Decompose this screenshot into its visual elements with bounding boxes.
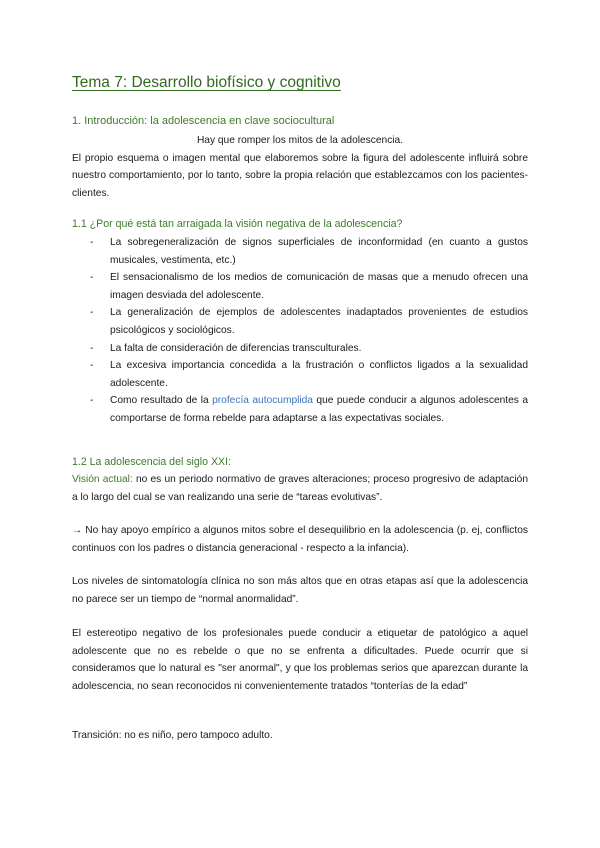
list-item: - Como resultado de la profecía autocumplida que puede conducir a algunos adolescentes a comportarse de forma rebelde para adaptarse a las expectativas sociales. (72, 392, 528, 427)
dash-bullet: - (90, 395, 94, 407)
list-item: - La falta de consideración de diferencias transculturales. (72, 340, 528, 358)
arrow-paragraph: → No hay apoyo empírico a algunos mitos sobre el desequilibrio en la adolescencia (p. ej, conflictos continuos con los padres o distancia generacional - respecto a la infancia). (72, 525, 528, 554)
dash-bullet: - (90, 307, 94, 319)
paragraph-2-block (72, 573, 528, 608)
intro-paragraph: El propio esquema o imagen mental que elaboremos sobre la figura del adolescente influirá sobre nuestro comportamiento, por lo tanto, sobre la propia relación que establezcamos con los pacientes-clientes. (72, 152, 528, 199)
list-item: - El sensacionalismo de los medios de comunicación de masas que a menudo ofrecen una imagen desviada del adolescente. (72, 269, 528, 304)
current-vision-paragraph: Visión actual: no es un periodo normativo de graves alteraciones; proceso progresivo de adaptación a lo largo del cual se van realizando una serie de “tareas evolutivas”. (72, 474, 528, 503)
arrow-paragraph-block (72, 522, 528, 557)
section-1-2-heading: 1.2 La adolescencia del siglo XXI: (72, 456, 232, 468)
section-1-body (72, 132, 528, 202)
list-item: - La sobregeneralización de signos superficiales de inconformidad (en cuanto a gustos musicales, vestimenta, etc.) (72, 234, 528, 269)
stereotype-paragraph: El estereotipo negativo de los profesionales puede conducir a etiquetar de patológico a aquel adolescente que no es rebelde o que no se enfrenta a dificultades. Puede ocurrir que si consideramos que lo natural es "ser anormal", y que los problemas serios que aparezcan durante la adolescencia, no sean reconocidos ni convenientemente tratados “tonterías de la edad” (72, 628, 528, 692)
transition-paragraph: Transición: no es niño, pero tampoco adulto. (72, 730, 273, 741)
page-title: Tema 7: Desarrollo biofísico y cognitivo (72, 74, 341, 91)
paragraph-3-block (72, 625, 528, 695)
paragraph-4-block (72, 727, 528, 745)
section-1-heading: 1. Introducción: la adolescencia en clave sociocultural (72, 115, 335, 127)
symptomatology-paragraph: Los niveles de sintomatología clínica no son más altos que en otras etapas así que la adolescencia no parece ser un tiempo de “normal anormalidad”. (72, 576, 528, 605)
reasons-list-container (72, 234, 528, 428)
centered-statement: Hay que romper los mitos de la adolescencia. (196, 135, 404, 146)
self-fulfilling-prophecy-link[interactable]: profecía autocumplida (212, 395, 313, 407)
list-item: - La generalización de ejemplos de adolescentes inadaptados provenientes de estudios psicológicos y sociológicos. (72, 304, 528, 339)
dash-bullet: - (90, 342, 94, 354)
current-vision-label: Visión actual: (72, 474, 133, 485)
dash-bullet: - (90, 272, 94, 284)
section-1-1-heading: 1.1 ¿Por qué está tan arraigada la visión negativa de la adolescencia? (72, 218, 403, 230)
dash-bullet: - (90, 237, 94, 248)
dash-bullet: - (90, 360, 94, 372)
reasons-list (72, 234, 528, 428)
section-1-2-body (72, 471, 528, 506)
list-item: - La excesiva importancia concedida a la frustración o conflictos ligados a la sexualidad adolescente. (72, 357, 528, 392)
